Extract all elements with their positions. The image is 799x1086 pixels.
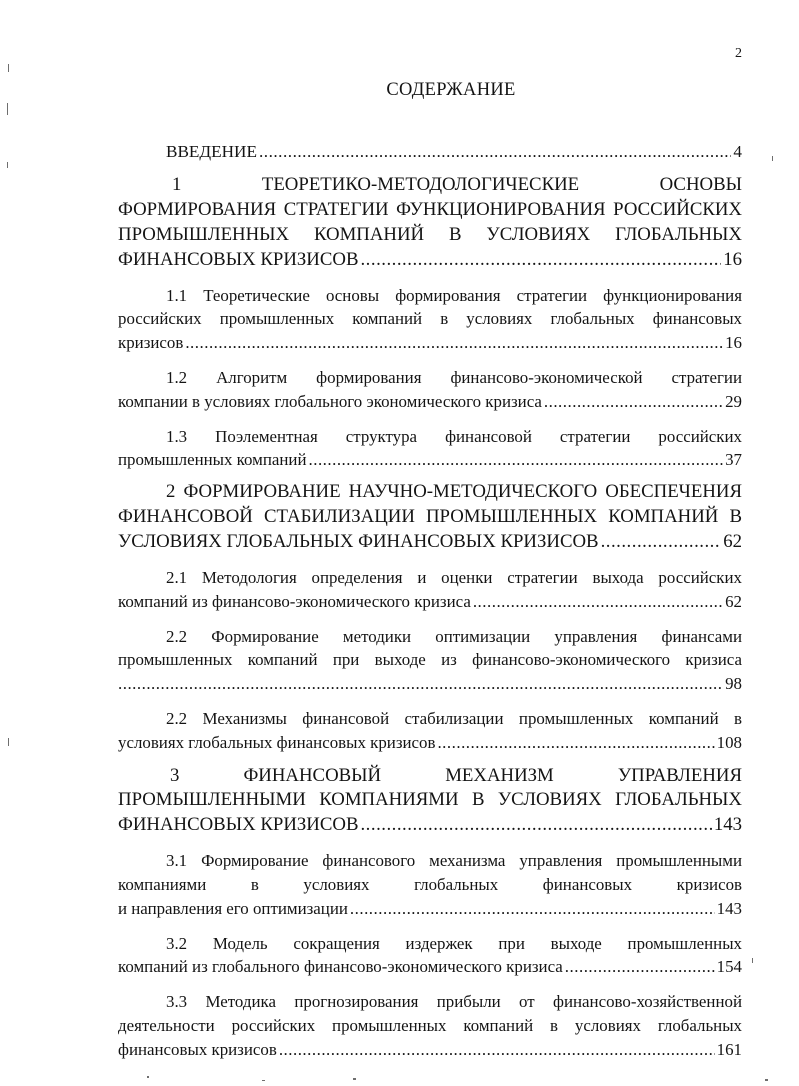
toc-page-number: 62 xyxy=(725,591,742,611)
chapter-word: ФИНАНСОВЫЙ xyxy=(243,764,382,786)
toc-page-number: 143 xyxy=(716,898,742,918)
toc-entry-section-2-2[interactable] xyxy=(118,625,742,696)
dot-leader xyxy=(544,390,723,414)
toc-entry-label: компании в условиях глобального экономического кризиса xyxy=(118,391,542,411)
chapter-text: 2 ФОРМИРОВАНИЕ НАУЧНО-МЕТОДИЧЕСКОГО ОБЕСПЕЧЕНИЯ ФИНАНСОВОЙ СТАБИЛИЗАЦИИ ПРОМЫШЛЕННЫХ КОМПАНИЙ В xyxy=(118,481,742,528)
dot-leader xyxy=(565,955,715,979)
toc-page-number: 37 xyxy=(725,450,742,470)
toc-entry-section-3-2[interactable] xyxy=(118,932,742,980)
page-number: 2 xyxy=(735,46,742,61)
toc-line xyxy=(118,173,742,198)
toc-line xyxy=(118,331,742,355)
toc-line xyxy=(118,672,742,696)
section-text: 2.1 Методология определения и оценки стратегии выхода российских xyxy=(166,567,742,587)
scan-artifact xyxy=(765,1079,768,1081)
chapter-text-line: ФОРМИРОВАНИЯ СТРАТЕГИИ ФУНКЦИОНИРОВАНИЯ РОССИЙСКИХ xyxy=(118,198,742,220)
scan-artifact xyxy=(772,156,773,161)
toc-entry-section-1-2[interactable] xyxy=(118,366,742,414)
toc-entry-section-1-1[interactable] xyxy=(118,284,742,355)
dot-leader xyxy=(601,530,722,555)
toc-entry-label: ФИНАНСОВЫХ КРИЗИСОВ xyxy=(118,814,359,836)
scan-artifact xyxy=(353,1078,356,1080)
toc-entry-section-1-3[interactable] xyxy=(118,425,742,473)
dot-leader xyxy=(437,731,714,755)
scan-artifact xyxy=(752,958,753,963)
toc-page-number: 143 xyxy=(713,814,742,836)
toc-entry-section-3-1[interactable] xyxy=(118,849,742,920)
section-text: 2.2 Формирование методики оптимизации управления финансами промышленных компаний при выходе из финансово-экономического кризиса xyxy=(118,626,742,670)
toc-entry-section-3-3[interactable] xyxy=(118,990,742,1061)
toc-line xyxy=(118,813,742,838)
toc-line xyxy=(118,448,742,472)
chapter-word: ТЕОРЕТИКО-МЕТОДОЛОГИЧЕСКИЕ xyxy=(261,174,580,195)
toc-page-number: 4 xyxy=(733,142,742,161)
toc-line xyxy=(118,248,742,273)
toc-entry-intro[interactable] xyxy=(118,140,742,164)
section-text: 2.2 Механизмы финансовой стабилизации промышленных компаний в xyxy=(166,708,742,728)
scan-artifact xyxy=(8,738,9,746)
toc-page-number: 16 xyxy=(723,248,742,270)
toc-entry-label: и направления его оптимизации xyxy=(118,898,348,918)
section-text: 3.1 Формирование финансового механизма управления промышленными компаниями в условиях глобальных финансовых кризисов xyxy=(118,851,742,895)
toc-entry-chapter-1[interactable] xyxy=(118,173,742,273)
toc-page-number: 16 xyxy=(725,333,742,353)
section-text: 1.1 Теоретические основы формирования стратегии функционирования российских промышленных компаний в условиях глобальных финансовых xyxy=(118,285,742,329)
scan-artifact xyxy=(7,162,8,168)
dot-leader xyxy=(118,672,723,696)
scan-artifact xyxy=(147,1076,149,1078)
section-text: 1.3 Поэлементная структура финансовой стратегии российских xyxy=(166,426,742,446)
toc-entry-label: ВВЕДЕНИЕ xyxy=(166,142,257,161)
toc-entry-label: УСЛОВИЯХ ГЛОБАЛЬНЫХ ФИНАНСОВЫХ КРИЗИСОВ xyxy=(118,531,599,553)
toc-line xyxy=(118,955,742,979)
toc-entry-chapter-3[interactable] xyxy=(118,764,742,839)
toc-entry-label: промышленных компаний xyxy=(118,450,307,470)
toc-page-number: 62 xyxy=(723,531,742,553)
dot-leader xyxy=(473,590,723,614)
chapter-word: УПРАВЛЕНИЯ xyxy=(617,764,742,786)
chapter-text-line: ПРОМЫШЛЕННЫМИ КОМПАНИЯМИ В УСЛОВИЯХ ГЛОБАЛЬНЫХ xyxy=(118,789,742,811)
dot-leader xyxy=(360,248,721,273)
dot-leader xyxy=(279,1038,715,1062)
section-text: 3.3 Методика прогнозирования прибыли от финансово-хозяйственной деятельности российских промышленных компаний в условиях глобальных xyxy=(118,992,742,1035)
toc-line xyxy=(118,731,742,755)
dot-leader xyxy=(259,140,731,164)
toc-page-number: 154 xyxy=(716,957,742,977)
toc-line xyxy=(118,897,742,921)
toc-entry-label: компаний из глобального финансово-экономического кризиса xyxy=(118,957,563,977)
toc-page-number: 161 xyxy=(716,1039,742,1059)
chapter-number: 3 xyxy=(170,764,180,786)
toc-entry-section-2-3[interactable] xyxy=(118,707,742,755)
toc-entry-section-2-1[interactable] xyxy=(118,566,742,614)
section-text: 1.2 Алгоритм формирования финансово-экономической стратегии xyxy=(166,368,742,388)
page-title xyxy=(0,80,799,101)
toc-entry-label: ФИНАНСОВЫХ КРИЗИСОВ xyxy=(118,248,359,270)
table-of-contents xyxy=(118,140,742,1062)
chapter-text-line: ПРОМЫШЛЕННЫХ КОМПАНИЙ В УСЛОВИЯХ ГЛОБАЛЬНЫХ xyxy=(118,223,742,245)
toc-entry-label: кризисов xyxy=(118,333,184,353)
toc-line xyxy=(118,590,742,614)
toc-line xyxy=(118,764,742,789)
chapter-number: 1 xyxy=(172,174,182,195)
dot-leader xyxy=(360,813,711,838)
chapter-word: ОСНОВЫ xyxy=(659,174,742,195)
title-text: СОДЕРЖАНИЕ xyxy=(386,80,516,100)
toc-line xyxy=(118,390,742,414)
toc-page-number: 108 xyxy=(716,732,742,752)
toc-line xyxy=(118,140,742,164)
toc-entry-label: условиях глобальных финансовых кризисов xyxy=(118,732,436,752)
scan-artifact xyxy=(7,103,8,115)
toc-line xyxy=(118,530,742,555)
toc-line xyxy=(118,1038,742,1062)
dot-leader xyxy=(350,897,715,921)
toc-page-number: 98 xyxy=(725,674,742,694)
toc-page-number: 29 xyxy=(725,391,742,411)
toc-entry-label: финансовых кризисов xyxy=(118,1039,277,1059)
toc-entry-chapter-2[interactable] xyxy=(118,480,742,555)
scan-artifact xyxy=(8,64,9,72)
section-text: 3.2 Модель сокращения издержек при выходе промышленных xyxy=(166,933,742,953)
chapter-word: МЕХАНИЗМ xyxy=(445,764,554,786)
toc-entry-label: компаний из финансово-экономического кризиса xyxy=(118,591,471,611)
dot-leader xyxy=(185,331,723,355)
scan-artifact xyxy=(262,1080,265,1081)
dot-leader xyxy=(309,448,724,472)
